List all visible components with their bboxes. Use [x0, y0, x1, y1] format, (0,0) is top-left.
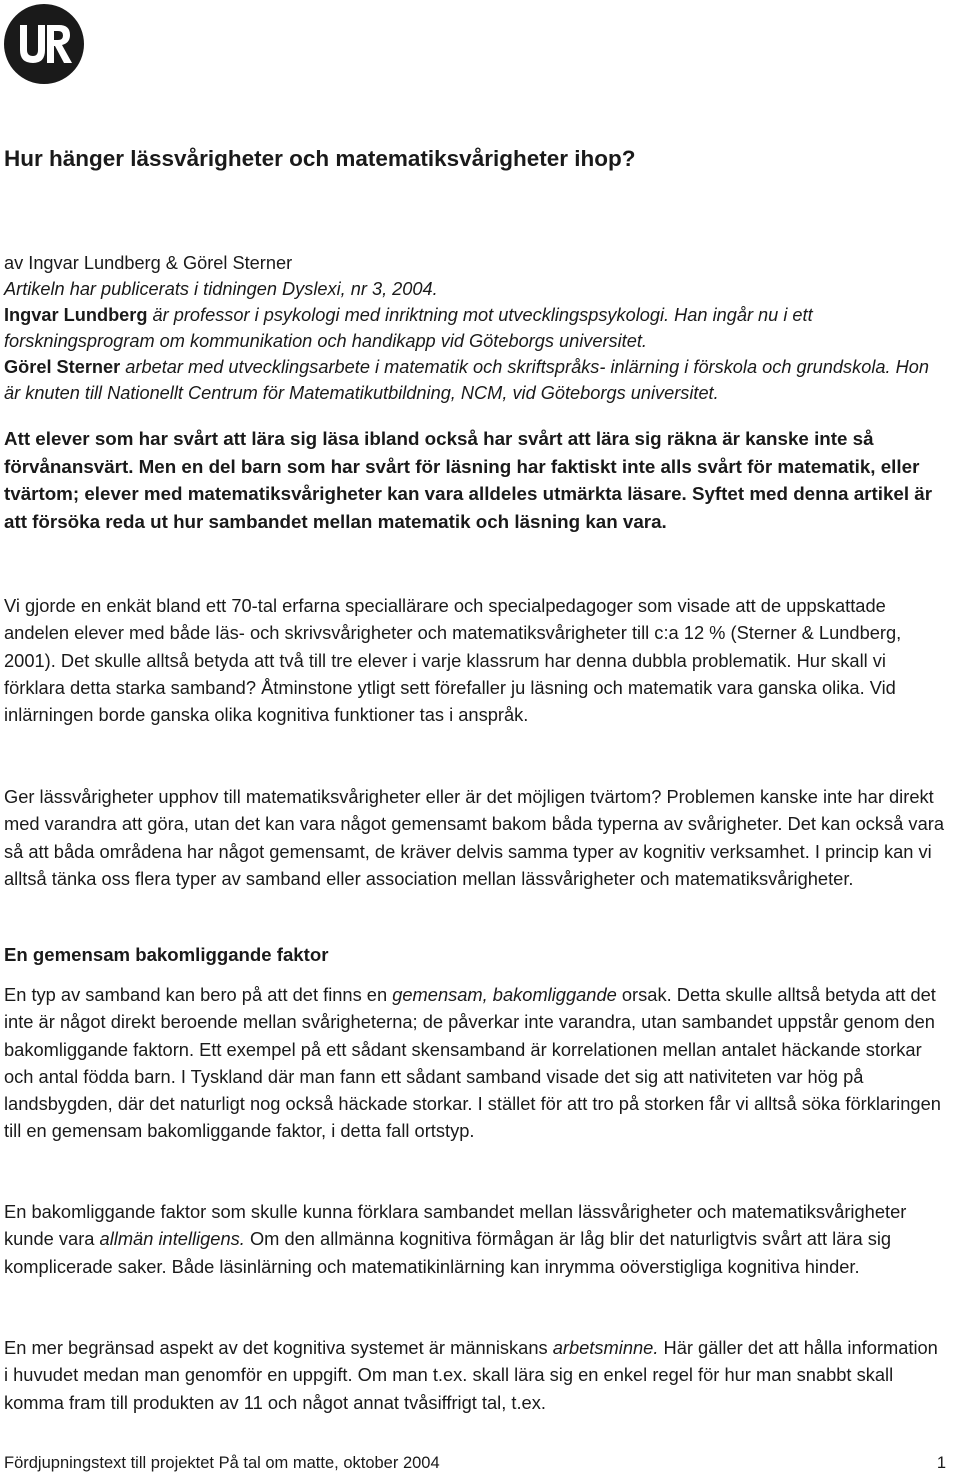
p5-emphasis: arbetsminne.: [552, 1337, 659, 1358]
author2-info: [4, 354, 946, 406]
body-paragraph-5: [4, 1334, 946, 1416]
article-meta: [4, 250, 946, 406]
publication-note: Artikeln har publicerats i tidningen Dyslexi, nr 3, 2004.: [4, 279, 438, 299]
p4-emphasis: allmän intelligens.: [99, 1228, 245, 1250]
footer-text: Fördjupningstext till projektet På tal om matte, oktober 2004: [4, 1454, 440, 1472]
section-heading: En gemensam bakomliggande faktor: [4, 944, 329, 965]
byline: av Ingvar Lundberg & Görel Sterner: [4, 253, 293, 273]
author2-bio: arbetar med utvecklingsarbete i matematik och skriftspråks- inlärning i förskola och grundskola. Hon är knuten till Nationellt Centrum för Matematikutbildning, NCM, vid Göteborgs universitet.: [4, 357, 929, 403]
author1-bio-b: Han ingår nu i ett forskningsprogram om kommunikation och handikapp vid Göteborgs universitet.: [4, 305, 813, 351]
body-paragraph-2: Ger lässvårigheter upphov till matematiksvårigheter eller är det möjligen tvärtom? Problemen kanske inte har direkt med varandra att göra, utan det kan vara något gemensamt bakom båda typerna av svårigheter. Det kan också vara så att båda områdena har något gemensamt, de kräver delvis samma typer av kognitiv verksamhet. I princip kan vi alltså tänka oss flera typer av samband eller association mellan lässvårigheter och matematiksvårigheter.: [4, 786, 944, 889]
p4-text-b: Om den allmänna kognitiva förmågan är låg blir det naturligtvis svårt att lära sig komplicerade saker. Både läsinlärning och matematikinlärning kan inrymma oöverstigliga kognitiva hinder.: [4, 1228, 892, 1277]
body-paragraph-3: [4, 981, 946, 1145]
page-footer: [4, 1452, 946, 1474]
p3-text-a: En typ av samband kan bero på att det finns en: [4, 984, 393, 1005]
body-paragraph-4: [4, 1198, 946, 1280]
p3-text-b: orsak. Detta skulle alltså betyda att det inte är något direkt beroende mellan svårigheterna; de påverkar inte varandra, utan sambandet uppstår genom den bakomliggande faktorn. Ett exempel på ett sådant skensamband är korrelationen mellan antalet häckande storkar och antal födda barn. I Tyskland där man fann ett sådant samband visade det sig att nativiteten var hög på landsbygden, där det naturligt nog också häckade storkar. I stället för att tro på storken får vi alltså söka förklaringen till en gemensam bakomliggande faktor, i detta fall ortstyp.: [4, 984, 941, 1142]
author1-info: [4, 302, 946, 354]
article-title: Hur hänger lässvårigheter och matematiksvårigheter ihop?: [4, 146, 636, 171]
author1-bio-a: är professor i psykologi med inriktning mot utvecklingspsykologi.: [147, 305, 670, 325]
intro-paragraph: Att elever som har svårt att lära sig läsa ibland också har svårt att lära sig räkna är kanske inte så förvånansvärt. Men en del barn som har svårt för läsning har faktiskt inte alls svårt för matematik, eller tvärtom; elever med matematiksvårigheter kan vara alldeles utmärkta läsare. Syftet med denna artikel är att försöka reda ut hur sambandet mellan matematik och läsning kan vara.: [4, 428, 933, 532]
page-number: 1: [936, 1454, 946, 1472]
body-paragraph-1: Vi gjorde en enkät bland ett 70-tal erfarna speciallärare och specialpedagoger som visade att de uppskattade andelen elever med både läs- och skrivsvårigheter och matematiksvårigheter till c:a 12 % (Sterner & Lundberg, 2001). Det skulle alltså betyda att två till tre elever i varje klassrum har denna dubbla problematik. Hur skall vi förklara detta starka samband? Åtminstone ytligt sett förefaller ju läsning och matematik vara ganska olika. Vid inlärningen borde ganska olika kognitiva funktioner tas i anspråk.: [4, 595, 902, 726]
p3-emphasis: gemensam, bakomliggande: [392, 984, 617, 1005]
p5-text-a: En mer begränsad aspekt av det kognitiva systemet är människans: [4, 1337, 553, 1358]
p4-text-a: En bakomliggande faktor som skulle kunna förklara sambandet mellan lässvårigheter och matematiksvårigheter kunde vara: [4, 1201, 907, 1250]
author1-name: Ingvar Lundberg: [4, 305, 148, 325]
p5-text-b: Här gäller det att hålla information i huvudet medan man genomför en uppgift. Om man t.ex. skall lära sig en enkel regel för hur man snabbt skall komma fram till produkten av 11 och något annat tvåsiffrigt tal, t.ex.: [4, 1337, 938, 1413]
ur-logo: [3, 3, 85, 85]
author2-name: Görel Sterner: [4, 357, 121, 377]
